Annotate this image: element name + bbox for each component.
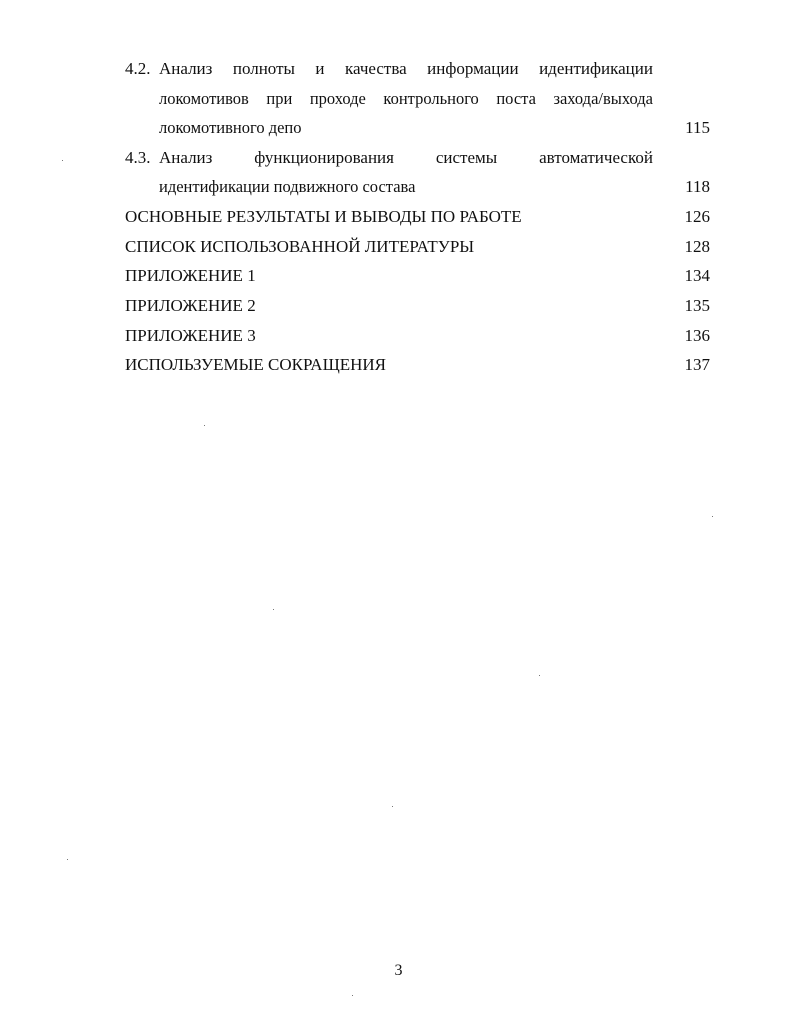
word: идентификации (539, 59, 653, 78)
toc-page-number: 118 (685, 177, 710, 196)
word: поста (496, 89, 536, 108)
toc-entry-43-line2: идентификации подвижного состава (159, 177, 416, 196)
page-number: 3 (394, 962, 403, 979)
word: контрольного (383, 89, 479, 108)
scan-speck (273, 609, 274, 610)
toc-page-number: 136 (684, 326, 710, 345)
word: полноты (232, 59, 295, 78)
word: при (266, 89, 293, 108)
toc-page-number: 126 (684, 207, 710, 226)
word: захода/выхода (553, 89, 653, 108)
word: локомотивов (159, 89, 249, 108)
word: функционирования (254, 148, 394, 167)
word: Анализ (159, 59, 213, 78)
toc-page-number: 134 (684, 266, 710, 285)
scan-speck (67, 859, 68, 860)
toc-page-number: 128 (684, 237, 710, 256)
toc-entry-42-line2 (159, 88, 653, 110)
scan-speck (392, 806, 393, 807)
toc-page-number: 135 (684, 296, 710, 315)
word: автоматической (539, 148, 653, 167)
word: системы (435, 148, 498, 167)
word: информации (427, 59, 519, 78)
word: проходе (309, 89, 366, 108)
toc-entry-number: 4.3. (125, 148, 151, 167)
word: и (315, 59, 325, 78)
toc-section-title: ОСНОВНЫЕ РЕЗУЛЬТАТЫ И ВЫВОДЫ ПО РАБОТЕ (125, 207, 522, 226)
toc-section-title: ИСПОЛЬЗУЕМЫЕ СОКРАЩЕНИЯ (125, 355, 386, 374)
toc-entry-42-line3: локомотивного депо (159, 118, 302, 137)
scan-speck (204, 425, 205, 426)
word: Анализ (159, 148, 213, 167)
toc-entry-42-line1 (159, 58, 653, 80)
toc-section-title: ПРИЛОЖЕНИЕ 1 (125, 266, 256, 285)
toc-section-title: СПИСОК ИСПОЛЬЗОВАННОЙ ЛИТЕРАТУРЫ (125, 237, 475, 256)
scan-speck (62, 160, 63, 161)
toc-section-title: ПРИЛОЖЕНИЕ 2 (125, 296, 256, 315)
scan-speck (352, 995, 353, 996)
scan-speck (539, 675, 540, 676)
toc-page-number: 137 (684, 355, 710, 374)
toc-section-title: ПРИЛОЖЕНИЕ 3 (125, 326, 256, 345)
word: качества (344, 59, 407, 78)
toc-entry-number: 4.2. (125, 59, 151, 78)
toc-entry-43-line1 (159, 147, 653, 169)
scan-speck (712, 516, 713, 517)
toc-page-number: 115 (685, 118, 710, 137)
